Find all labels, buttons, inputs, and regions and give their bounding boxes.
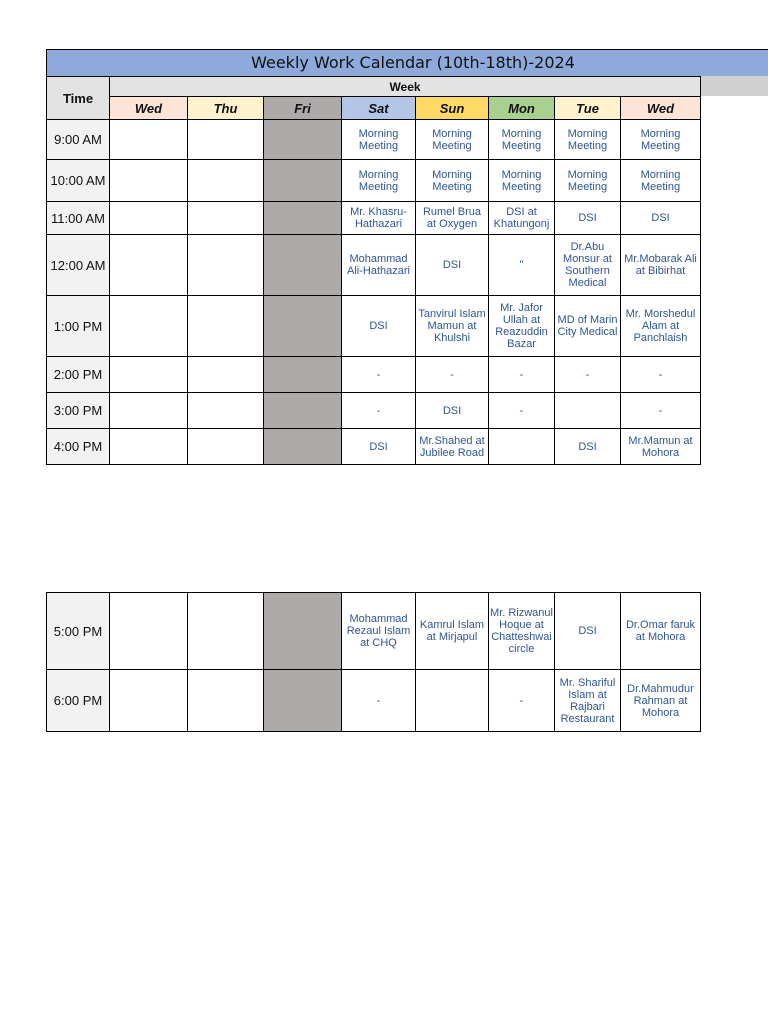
- event-cell: [555, 593, 621, 670]
- event-text: Morning Meeting: [358, 127, 399, 152]
- event-cell: [555, 160, 621, 202]
- event-text: Morning Meeting: [501, 127, 542, 152]
- table-row: [47, 429, 701, 465]
- event-text: Morning Meeting: [432, 168, 472, 193]
- event-cell: [264, 670, 342, 732]
- day-header-wed: Wed: [110, 97, 188, 120]
- event-cell: [110, 357, 188, 393]
- event-cell: [621, 160, 701, 202]
- event-cell: [188, 296, 264, 357]
- event-text: Mohammad Ali-Hathazari: [347, 253, 410, 277]
- event-text: DSI: [651, 212, 670, 224]
- event-cell: [342, 670, 416, 732]
- event-cell: [621, 670, 701, 732]
- event-text: Mr. Rizwanul Hoque at Chatteshwai circle: [490, 607, 553, 655]
- event-text: ": [519, 259, 524, 271]
- event-cell: [188, 393, 264, 429]
- day-header-tue: Tue: [555, 97, 621, 120]
- time-cell: 1:00 PM: [47, 296, 110, 357]
- event-text: -: [450, 368, 454, 381]
- event-cell: [621, 202, 701, 235]
- event-text: Morning Meeting: [640, 127, 681, 152]
- event-cell: [188, 357, 264, 393]
- event-cell: [489, 357, 555, 393]
- event-cell: [264, 235, 342, 296]
- event-cell: [342, 393, 416, 429]
- event-cell: [264, 429, 342, 465]
- table-row: [47, 160, 701, 202]
- event-text: -: [376, 368, 381, 381]
- event-cell: [188, 593, 264, 670]
- event-cell: [110, 593, 188, 670]
- event-cell: [110, 670, 188, 732]
- day-header-thu: Thu: [188, 97, 264, 120]
- time-cell: 9:00 AM: [47, 120, 110, 160]
- event-cell: [489, 296, 555, 357]
- event-cell: [489, 593, 555, 670]
- table-row: [47, 393, 701, 429]
- event-cell: [188, 429, 264, 465]
- event-cell: [110, 160, 188, 202]
- event-cell: [489, 120, 555, 160]
- time-cell: 3:00 PM: [47, 393, 110, 429]
- table-row: [47, 357, 701, 393]
- event-cell: [342, 296, 416, 357]
- event-text: -: [585, 368, 590, 381]
- event-text: Rumel Brua at Oxygen: [422, 206, 482, 230]
- event-text: MD of Marin City Medical: [557, 314, 618, 338]
- calendar-title: Weekly Work Calendar (10th-18th)-2024: [251, 53, 575, 72]
- event-cell: [621, 357, 701, 393]
- event-cell: [110, 296, 188, 357]
- event-cell: [416, 670, 489, 732]
- day-header-mon: Mon: [489, 97, 555, 120]
- event-cell: [555, 202, 621, 235]
- event-cell: [621, 593, 701, 670]
- event-text: -: [658, 404, 663, 417]
- event-text: DSI: [369, 320, 388, 332]
- event-text: Dr.Mahmudur Rahman at Mohora: [627, 682, 694, 719]
- event-text: Mr. Khasru-Hathazari: [350, 206, 407, 230]
- day-header-row: [47, 97, 701, 120]
- time-cell: 2:00 PM: [47, 357, 110, 393]
- event-text: Dr.Omar faruk at Mohora: [625, 619, 696, 643]
- event-cell: [342, 202, 416, 235]
- event-text: Morning Meeting: [358, 168, 399, 193]
- event-cell: [416, 393, 489, 429]
- time-cell: 4:00 PM: [47, 429, 110, 465]
- event-cell: [555, 235, 621, 296]
- event-cell: [555, 429, 621, 465]
- event-text: -: [376, 404, 381, 417]
- event-cell: [621, 429, 701, 465]
- event-cell: [342, 429, 416, 465]
- event-cell: [621, 120, 701, 160]
- event-cell: [342, 235, 416, 296]
- event-cell: [110, 235, 188, 296]
- event-cell: [555, 393, 621, 429]
- event-text: Morning Meeting: [501, 168, 542, 193]
- event-cell: [489, 670, 555, 732]
- event-text: DSI: [442, 404, 462, 417]
- table-row: [47, 235, 701, 296]
- event-text: -: [376, 694, 381, 707]
- day-header-sun: Sun: [416, 97, 489, 120]
- event-cell: [416, 235, 489, 296]
- day-header-fri: Fri: [264, 97, 342, 120]
- title-band: [46, 49, 768, 76]
- event-text: Mr. Jafor Ullah at Reazuddin Bazar: [495, 302, 548, 350]
- event-text: Dr.Abu Monsur at Southern Medical: [563, 241, 612, 289]
- table-row: [47, 296, 701, 357]
- event-cell: [555, 296, 621, 357]
- event-cell: [264, 296, 342, 357]
- event-text: Morning Meeting: [640, 168, 681, 193]
- event-text: Kamrul Islam at Mirjapul: [419, 619, 485, 643]
- event-text: DSI: [578, 212, 597, 224]
- event-text: Mr.Mamun at Mohora: [628, 434, 693, 459]
- event-text: -: [519, 694, 524, 707]
- event-cell: [342, 357, 416, 393]
- calendar-body-main: [47, 120, 701, 465]
- event-cell: [342, 593, 416, 670]
- event-cell: [489, 429, 555, 465]
- event-cell: [489, 202, 555, 235]
- event-cell: [110, 393, 188, 429]
- time-cell: 6:00 PM: [47, 670, 110, 732]
- day-header-sat: Sat: [342, 97, 416, 120]
- event-cell: [188, 202, 264, 235]
- event-text: DSI: [578, 625, 597, 637]
- table-row: [47, 202, 701, 235]
- event-text: DSI: [369, 440, 388, 453]
- event-text: Mr.Shahed at Jubilee Road: [419, 434, 485, 459]
- event-cell: [621, 235, 701, 296]
- grey-strip: [699, 76, 768, 96]
- time-cell: 12:00 AM: [47, 235, 110, 296]
- event-text: Mr. Shariful Islam at Rajbari Restaurant: [559, 676, 616, 725]
- table-row: [47, 670, 701, 732]
- event-cell: [555, 120, 621, 160]
- event-text: Mohammad Rezaul Islam at CHQ: [346, 613, 411, 649]
- event-cell: [342, 120, 416, 160]
- event-cell: [416, 160, 489, 202]
- event-text: -: [658, 368, 663, 381]
- event-text: Morning Meeting: [432, 127, 472, 152]
- event-cell: [621, 393, 701, 429]
- event-cell: [621, 296, 701, 357]
- event-cell: [416, 296, 489, 357]
- event-cell: [188, 160, 264, 202]
- event-cell: [188, 120, 264, 160]
- event-cell: [555, 670, 621, 732]
- event-cell: [489, 393, 555, 429]
- time-cell: 5:00 PM: [47, 593, 110, 670]
- event-text: Morning Meeting: [567, 168, 608, 193]
- event-text: DSI: [578, 440, 597, 453]
- time-cell: 11:00 AM: [47, 202, 110, 235]
- event-cell: [264, 593, 342, 670]
- event-cell: [188, 670, 264, 732]
- event-cell: [264, 120, 342, 160]
- event-cell: [264, 202, 342, 235]
- event-cell: [110, 120, 188, 160]
- event-cell: [416, 593, 489, 670]
- event-cell: [416, 357, 489, 393]
- event-cell: [416, 202, 489, 235]
- event-text: DSI: [442, 259, 462, 271]
- event-cell: [489, 160, 555, 202]
- time-cell: 10:00 AM: [47, 160, 110, 202]
- day-header-wed: Wed: [621, 97, 701, 120]
- event-cell: [342, 160, 416, 202]
- event-cell: [264, 393, 342, 429]
- event-cell: [489, 235, 555, 296]
- calendar-body-evening: [47, 593, 701, 732]
- event-cell: [264, 160, 342, 202]
- week-header: Week: [110, 77, 701, 97]
- event-cell: [555, 357, 621, 393]
- calendar-table-evening: [46, 592, 701, 732]
- time-header: Time: [47, 77, 110, 120]
- event-text: Morning Meeting: [567, 127, 608, 152]
- event-text: Tanvirul Islam Mamun at Khulshi: [418, 308, 486, 344]
- event-text: DSI at Khatungonj: [493, 206, 550, 230]
- event-cell: [416, 120, 489, 160]
- event-text: Mr.Mobarak Ali at Bibirhat: [624, 253, 697, 277]
- event-cell: [264, 357, 342, 393]
- event-cell: [110, 202, 188, 235]
- event-text: -: [519, 404, 524, 417]
- event-cell: [188, 235, 264, 296]
- calendar-table-main: [46, 76, 701, 465]
- event-cell: [416, 429, 489, 465]
- event-text: Mr. Morshedul Alam at Panchlaish: [625, 308, 696, 344]
- event-text: -: [519, 368, 524, 381]
- event-cell: [110, 429, 188, 465]
- table-row: [47, 120, 701, 160]
- table-row: [47, 593, 701, 670]
